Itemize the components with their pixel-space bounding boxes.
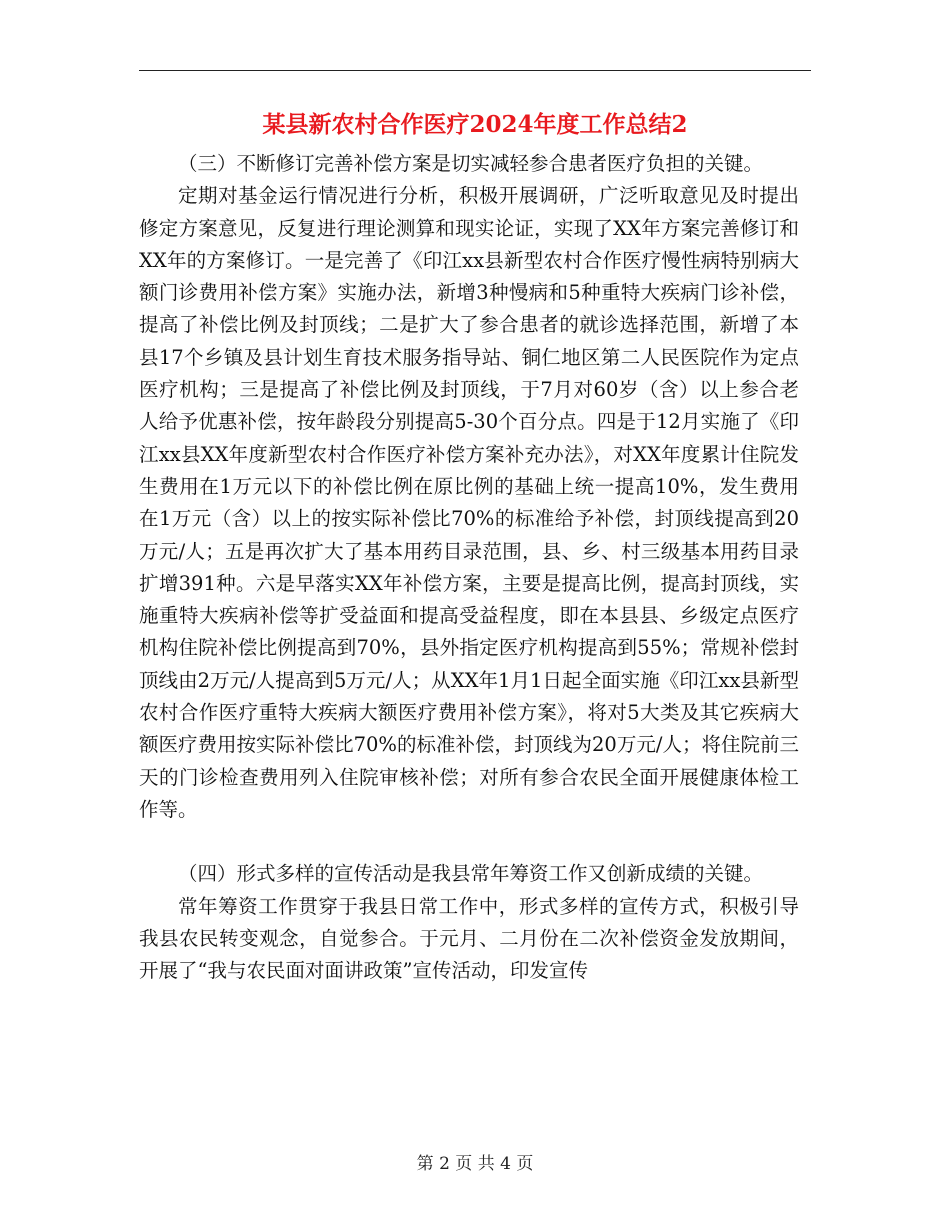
document-body (139, 148, 799, 987)
body-paragraph: 常年筹资工作贯穿于我县日常工作中，形式多样的宣传方式，积极引导我县农民转变观念，自觉参合。于元月、二月份在二次补偿资金发放期间，开展了“我与农民面对面讲政策”宣传活动，印发宣传 (139, 894, 799, 983)
section-heading-four: （四）形式多样的宣传活动是我县常年筹资工作又创新成绩的关键。 (178, 862, 764, 886)
page-number: 第 2 页 共 4 页 (416, 1154, 534, 1174)
document-title: 某县新农村合作医疗2024年度工作总结2 (262, 111, 688, 138)
body-paragraph: 定期对基金运行情况进行分析，积极开展调研，广泛听取意见及时提出修定方案意见，反复进行理论测算和现实论证，实现了XX年方案完善修订和XX年的方案修订。一是完善了《印江xx县新型农村合作医疗慢性病特别病大额门诊费用补偿方案》实施办法，新增3种慢病和5种重特大疾病门诊补偿，提高了补偿比例及封顶线；二是扩大了参合患者的就诊选择范围，新增了本县17个乡镇及县计划生育技术服务指导站、铜仁地区第二人民医院作为定点医疗机构；三是提高了补偿比例及封顶线，于7月对60岁（含）以上参合老人给予优惠补偿，按年龄段分别提高5-30个百分点。四是于12月实施了《印江xx县XX年度新型农村合作医疗补偿方案补充办法》，对XX年度累计住院发生费用在1万元以下的补偿比例在原比例的基础上统一提高10%，发生费用在1万元（含）以上的按实际补偿比70%的标准给予补偿，封顶线提高到20万元/人；五是再次扩大了基本用药目录范围，县、乡、村三级基本用药目录扩增391种。六是早落实XX年补偿方案，主要是提高比例，提高封顶线，实施重特大疾病补偿等扩受益面和提高受益程度，即在本县县、乡级定点医疗机构住院补偿比例提高到70%，县外指定医疗机构提高到55%；常规补偿封顶线由2万元/人提高到5万元/人；从XX年1月1日起全面实施《印江xx县新型农村合作医疗重特大疾病大额医疗费用补偿方案》，将对5大类及其它疾病大额医疗费用按实际补偿比70%的标准补偿，封顶线为20万元/人；将住院前三天的门诊检查费用列入住院审核补偿；对所有参合农民全面开展健康体检工作等。 (139, 184, 799, 821)
header-rule (139, 70, 811, 71)
section-heading-three: （三）不断修订完善补偿方案是切实减轻参合患者医疗负担的关键。 (178, 152, 764, 175)
